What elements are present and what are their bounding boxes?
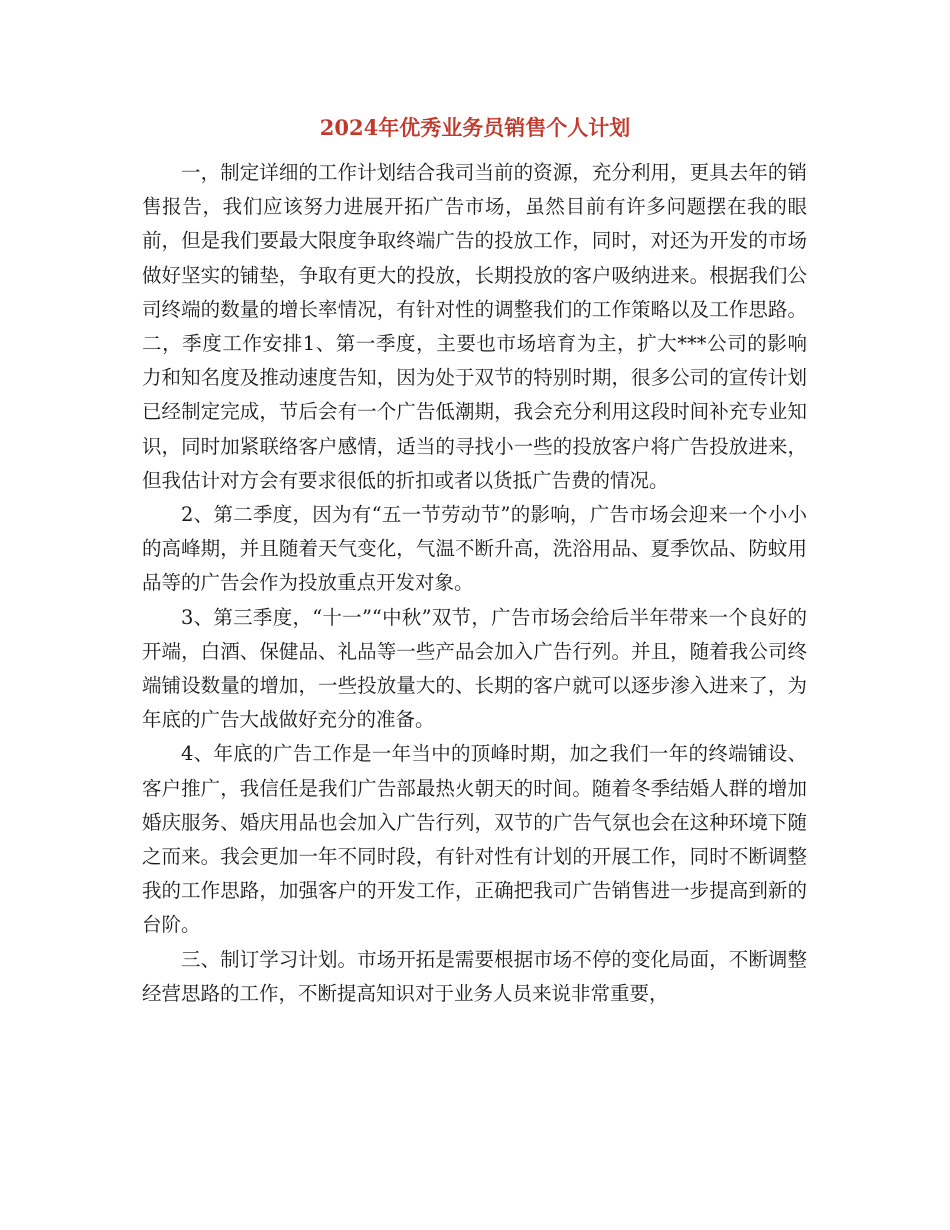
paragraph-5: 三、制订学习计划。市场开拓是需要根据市场不停的变化局面，不断调整经营思路的工作，不断提高知识对于业务人员来说非常重要， [142, 947, 807, 1005]
document-body [142, 156, 807, 1011]
paragraph-3: 3、第三季度，“十一”“中秋”双节，广告市场会给后半年带来一个良好的开端，白酒、保健品、礼品等一些产品会加入广告行列。并且，随着我公司终端铺设数量的增加，一些投放量大的、长期的客户就可以逐步渗入进来了，为年底的广告大战做好充分的准备。 [142, 605, 807, 732]
paragraph-4: 4、年底的广告工作是一年当中的顶峰时期，加之我们一年的终端铺设、客户推广，我信任是我们广告部最热火朝天的时间。随着冬季结婚人群的增加婚庆服务、婚庆用品也会加入广告行列，双节的广告气氛也会在这种环境下随之而来。我会更加一年不同时段，有针对性有计划的开展工作，同时不断调整我的工作思路，加强客户的开发工作，正确把我司广告销售进一步提高到新的台阶。 [142, 742, 807, 937]
paragraph-1: 一，制定详细的工作计划结合我司当前的资源，充分利用，更具去年的销售报告，我们应该努力进展开拓广告市场，虽然目前有许多问题摆在我的眼前，但是我们要最大限度争取终端广告的投放工作，同时，对还为开发的市场做好坚实的铺垫，争取有更大的投放，长期投放的客户吸纳进来。根据我们公司终端的数量的增长率情况，有针对性的调整我们的工作策略以及工作思路。二，季度工作安排1、第一季度，主要也市场培育为主，扩大***公司的影响力和知名度及推动速度告知，因为处于双节的特别时期，很多公司的宣传计划已经制定完成，节后会有一个广告低潮期，我会充分利用这段时间补充专业知识，同时加紧联络客户感情，适当的寻找小一些的投放客户将广告投放进来，但我估计对方会有要求很低的折扣或者以货抵广告费的情况。 [142, 161, 807, 492]
paragraph-2: 2、第二季度，因为有“五一节劳动节”的影响，广告市场会迎来一个小小的高峰期，并且随着天气变化，气温不断升高，洗浴用品、夏季饮品、防蚊用品等的广告会作为投放重点开发对象。 [142, 503, 807, 595]
document-title: 2024年优秀业务员销售个人计划 [319, 115, 631, 140]
